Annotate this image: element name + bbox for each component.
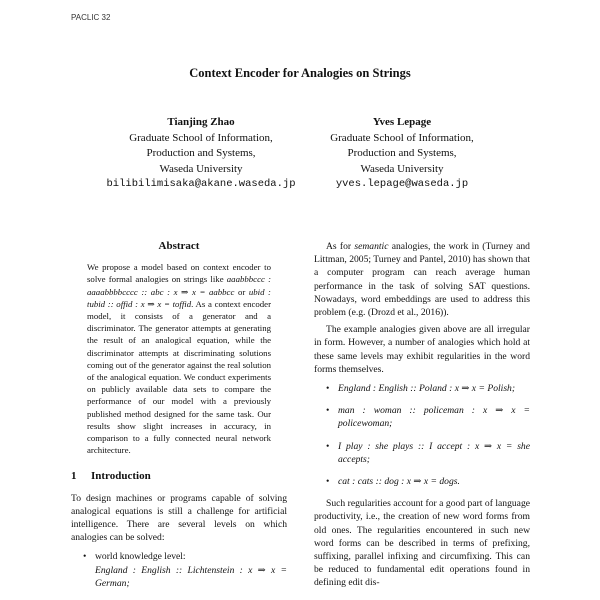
bullet-icon: • — [83, 551, 87, 563]
list-item — [83, 550, 287, 590]
section-heading-introduction — [71, 470, 287, 483]
paragraph: To design machines or programs capable of solving analogical equations is still a challenge for artificial intelligence. There are several levels on which analogies can be solved: — [71, 492, 287, 544]
implication-arrow: ⇒ — [144, 298, 158, 309]
list-item-label: world knowledge level: — [95, 551, 186, 563]
list-item-example: cat : cats :: dog : x ⇒ x = dogs. — [338, 476, 460, 488]
bullet-icon: • — [326, 405, 330, 417]
author-affiliation-line: Waseda University — [360, 162, 444, 175]
right-column — [314, 240, 530, 594]
abstract-text — [71, 261, 287, 456]
paragraph: The example analogies given above are all irregular in form. However, a number of analogies which hold at these same levels may exhibit regularities in the word forms themselves. — [314, 324, 530, 375]
author-name: Tianjing Zhao — [167, 116, 235, 128]
author-affiliation-line: Graduate School of Information, — [129, 131, 273, 144]
list-item — [326, 440, 530, 466]
author-block-2 — [287, 115, 517, 193]
list-item — [326, 475, 530, 488]
author-affiliation-line: Production and Systems, — [146, 147, 256, 159]
venue-header: PACLIC 32 — [71, 13, 111, 22]
list-item-example: I play : she plays :: I accept : x ⇒ x = she accepts; — [338, 440, 530, 465]
author-email: bilibilimisaka@akane.waseda.jp — [106, 178, 296, 190]
paper-title: Context Encoder for Analogies on Strings — [189, 66, 411, 80]
list-item — [326, 404, 530, 430]
abstract-example: aaabbbccc : aaaabbbbcccc :: abc : x — [87, 274, 271, 297]
paragraph-part: As for — [326, 241, 355, 252]
paragraph: Such regularities account for a good part of language productivity, i.e., the creation of new word forms from old ones. The regularities encountered in such new word forms can be described in terms of prefixing, suffixing, parallel infixing and circumfixing. This can be reduced to fundamental edit operations found in defining edit dis- — [314, 498, 530, 589]
author-name: Yves Lepage — [372, 116, 432, 128]
abstract-example-solution: x = aabbcc — [191, 286, 235, 297]
author-affiliation-line: Production and Systems, — [347, 147, 457, 159]
implication-arrow: ⇒ — [177, 286, 192, 297]
list-item-example: England : English :: Poland : x ⇒ x = Polish; — [338, 383, 516, 395]
bullet-icon: • — [326, 476, 330, 488]
list-item-example: man : woman :: policeman : x ⇒ x = policewoman; — [338, 405, 530, 430]
emphasis: semantic — [354, 241, 389, 252]
abstract-text-part: We propose a model based on context encoder to solve formal analogies on strings like — [87, 262, 271, 285]
bullet-icon: • — [326, 440, 330, 452]
abstract-heading: Abstract — [158, 240, 200, 252]
paragraph-part: analogies, the work in (Turney and Littman, 2005; Turney and Pantel, 2010) has shown that a computer program can reach average human performance in the task of solving SAT questions. Nowadays, word embeddings are used to address this problem (e.g. (Drozd et al., 2016)). — [314, 241, 530, 319]
bullet-icon: • — [326, 383, 330, 395]
section-number: 1 — [71, 470, 77, 483]
list-item — [326, 382, 530, 395]
abstract-text-part: or — [234, 286, 249, 297]
left-column — [71, 240, 287, 599]
author-email: yves.lepage@waseda.jp — [335, 178, 469, 190]
list-item-example: England : English :: Lichtenstein : x ⇒ x = German; — [95, 564, 287, 589]
author-affiliation-line: Graduate School of Information, — [330, 131, 474, 144]
section-title: Introduction — [91, 470, 151, 483]
author-affiliation-line: Waseda University — [159, 162, 243, 175]
author-block-1 — [86, 115, 316, 193]
abstract-text-part: . As a context encoder model, it consists of a generator and a discriminator. The generator attempts at generating the result of an analogical equation, while the discriminator attempts at discriminating solutions coming out of the generator against the real solution of the analogical equation. We conduct experiments on publicly available data sets to compare the performance of our model with a previously published method designed for the same task. Our results show slight increases in accuracy, in comparison to a fully connected neural network architecture. — [87, 298, 272, 456]
paragraph — [314, 240, 530, 319]
bullet-list — [314, 382, 530, 488]
abstract-example-solution: x = toffid — [157, 298, 192, 309]
abstract-example: ubid : tubid :: offid : x — [87, 286, 271, 309]
bullet-list — [71, 550, 287, 590]
